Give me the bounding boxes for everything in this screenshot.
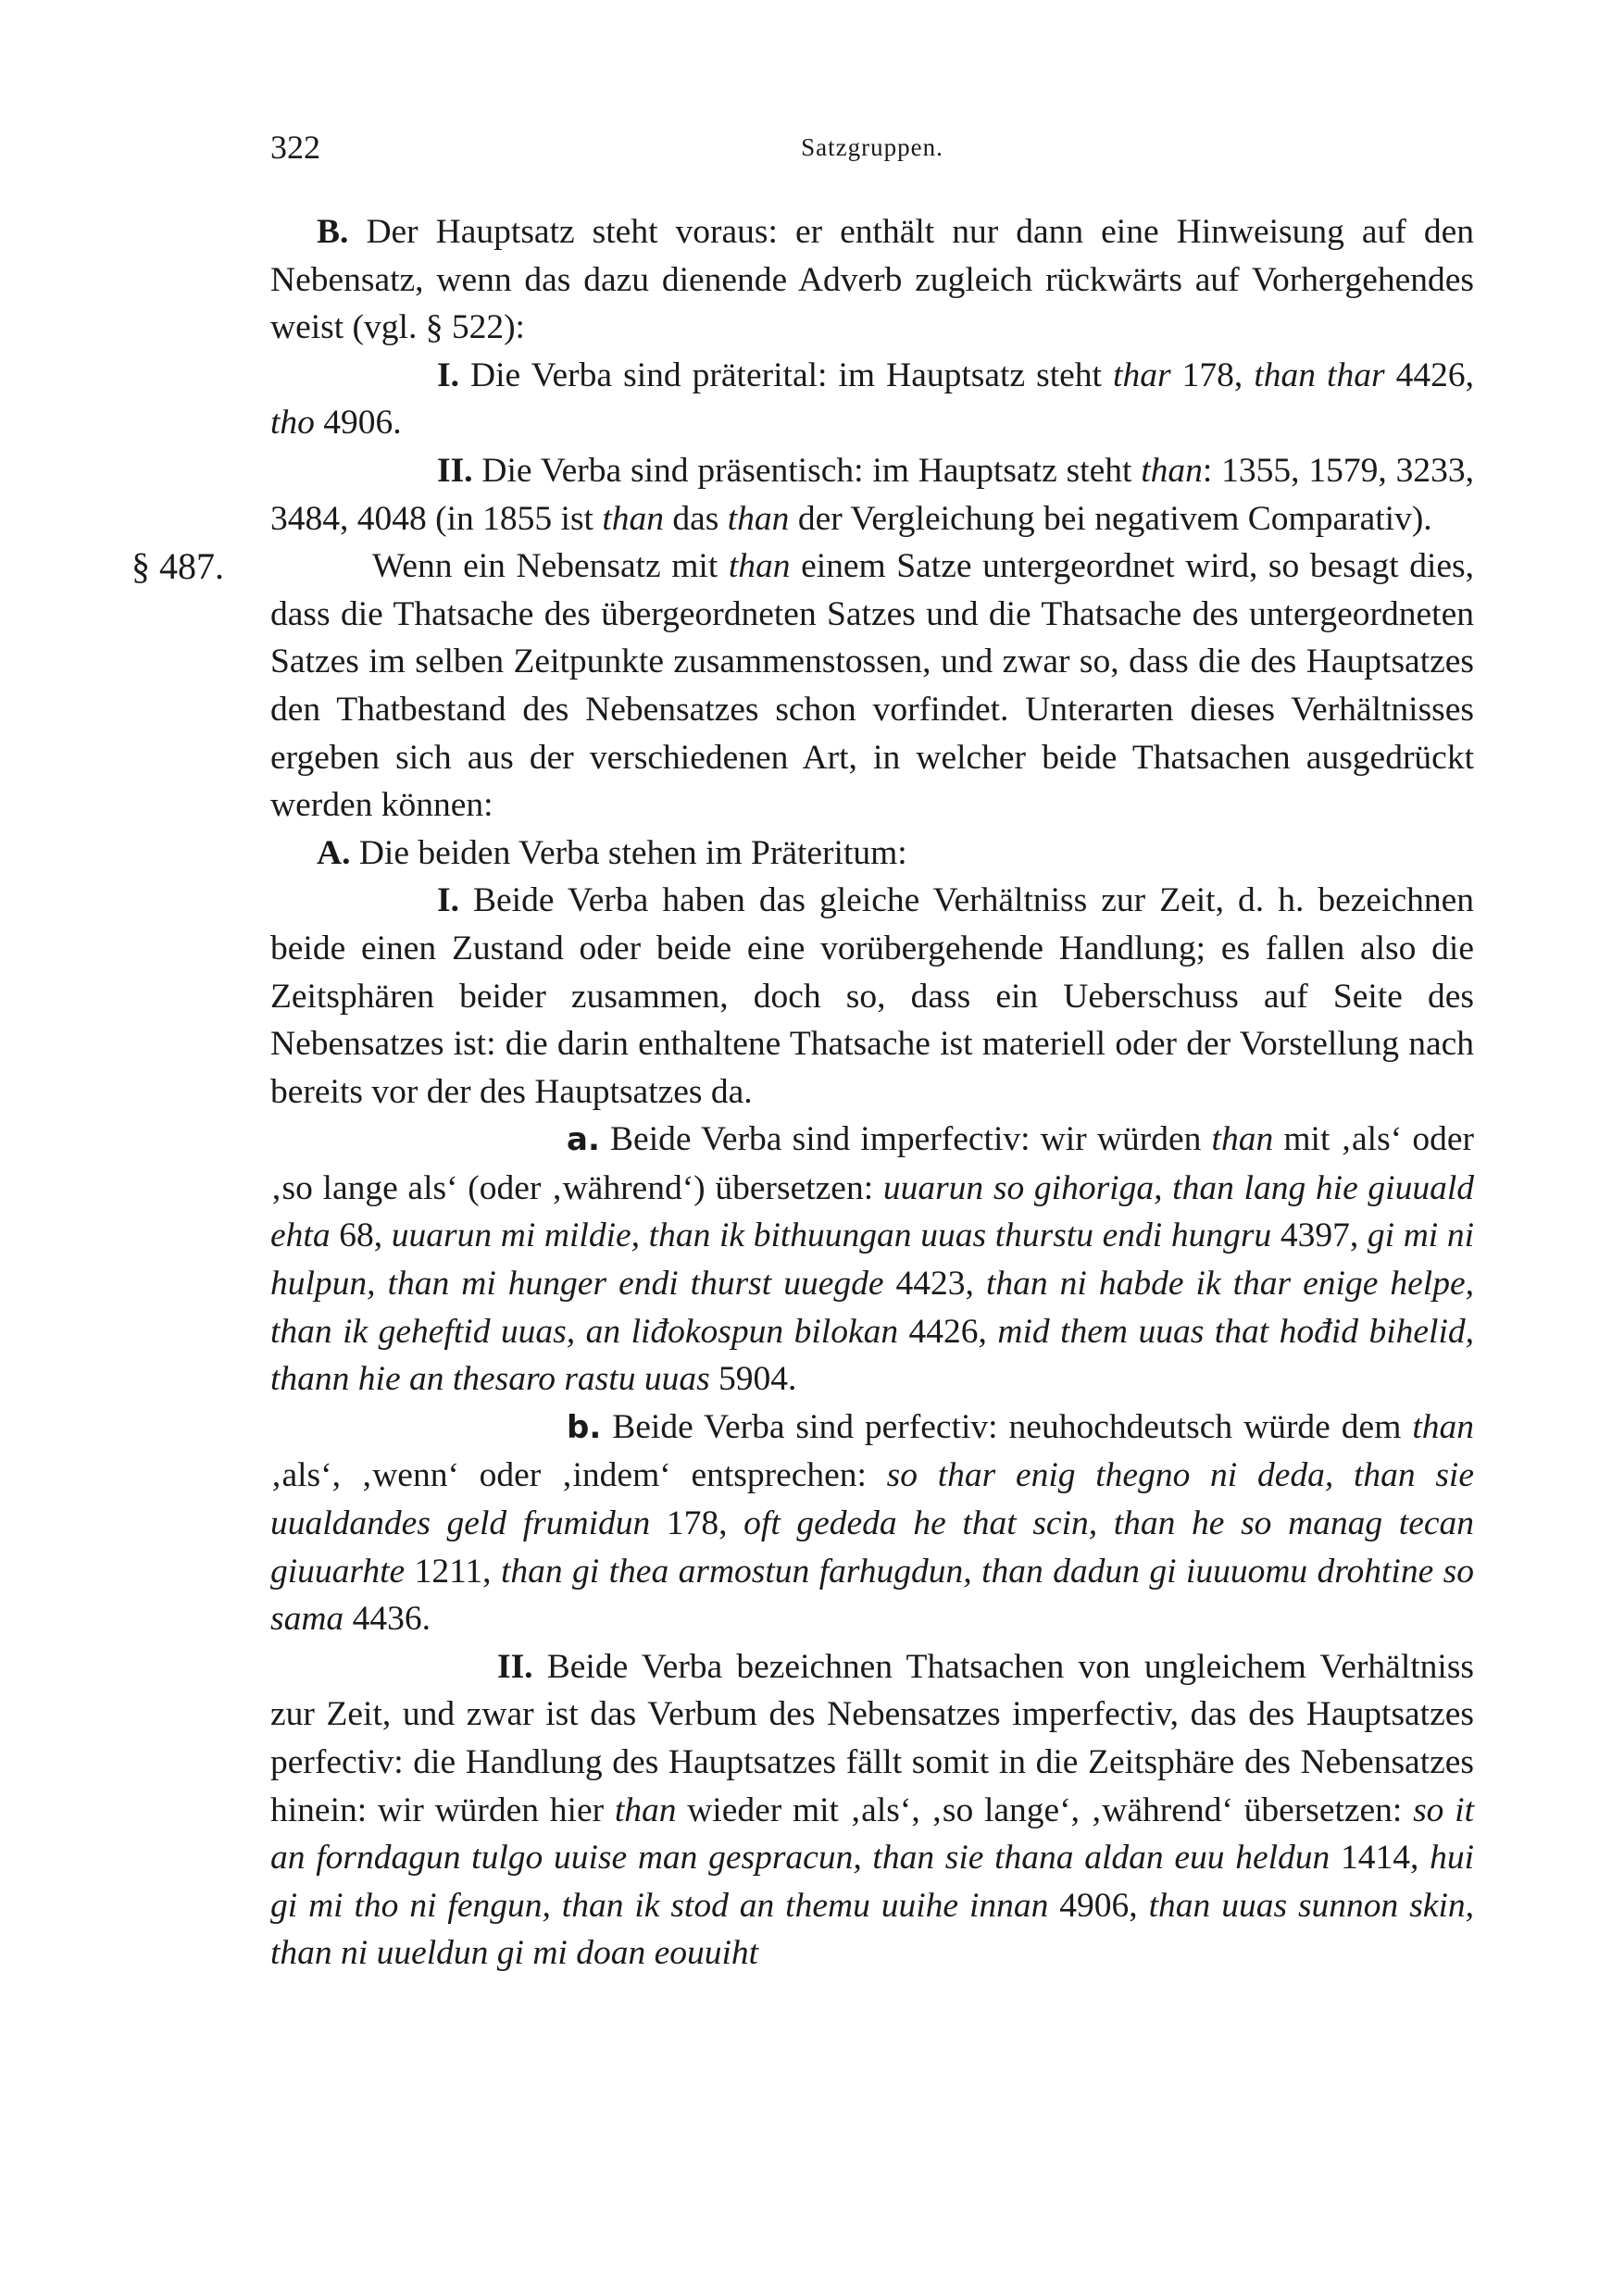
- paragraph-text: Die beiden Verba stehen im Präteritum:: [358, 833, 907, 872]
- quoted-term: than: [602, 499, 665, 538]
- text-run: : 1355, 1579, 3233, 3484, 4048 (in 1855 ist: [270, 451, 1475, 538]
- quoted-term: so thar enig thegno ni deda, than sie uualdandes geld frumidun: [270, 1456, 1474, 1543]
- quoted-term: than: [614, 1791, 677, 1829]
- text-run: Wenn ein Nebensatz mit: [372, 547, 729, 586]
- marker-b-ii: II.: [437, 451, 473, 490]
- quoted-term: than ni habde ik thar enige helpe, than ik geheftid uuas, an liđokospun bilokan: [270, 1265, 1474, 1351]
- quoted-term: so it an forndagun tulgo uuise man gespracun, than sie thana aldan euu heldun: [270, 1791, 1474, 1878]
- page-number: 322: [270, 129, 320, 166]
- text-run: wieder mit ‚als‘, ‚so lange‘, ‚während‘ übersetzen:: [676, 1791, 1414, 1829]
- quoted-term: uuarun mi mildie, than ik bithuungan uuas thurstu endi hungru: [391, 1217, 1272, 1255]
- text-run: 4397,: [1271, 1217, 1368, 1255]
- quoted-term: tho: [270, 404, 315, 443]
- text-run: ‚als‘, ‚wenn‘ oder ‚indem‘ entsprechen:: [270, 1456, 887, 1495]
- paragraph-a-i: [270, 877, 1474, 1116]
- text-run: 68,: [330, 1217, 392, 1255]
- paragraph-b-i: [270, 352, 1474, 447]
- quoted-term: oft gededa he that scin, than he so manag tecan giuuarhte: [270, 1504, 1475, 1591]
- paragraph-b: [270, 208, 1474, 352]
- paragraph-text: Beide Verba haben das gleiche Verhältniss zur Zeit, d. h. bezeichnen beide einen Zustand oder beide eine vorübergehende Handlung; es fallen also die Zeitsphären beider zusammen, doch so, dass ein Ueberschuss auf Seite des Nebensatzes ist: die darin enthaltene Thatsache ist materiell oder der Vorstellung nach bereits vor der des Hauptsatzes da.: [270, 881, 1474, 1111]
- text-run: das: [664, 499, 728, 538]
- marker-a-i-a: a.: [567, 1121, 600, 1159]
- text-run: 5904.: [709, 1360, 797, 1399]
- paragraph-b-ii: [270, 447, 1474, 543]
- page-header: [270, 128, 1474, 183]
- marker-b-i: I.: [437, 356, 459, 394]
- text-run: Beide Verba bezeichnen Thatsachen von ungleichem Verhältniss zur Zeit, und zwar ist das Verbum des Nebensatzes imperfectiv, das des Hauptsatzes perfectiv: die Handlung des Hauptsatzes fällt somit in die Zeitsphäre des Nebensatzes hinein: wir würden hier: [270, 1647, 1475, 1829]
- quoted-term: thar: [1113, 356, 1171, 394]
- quoted-term: than: [727, 499, 790, 538]
- text-run: Beide Verba sind imperfectiv: wir würden: [610, 1120, 1212, 1159]
- quoted-term: uuarun so gihoriga, than lang hie giuuald ehta: [270, 1168, 1475, 1255]
- section-487: [131, 543, 1474, 830]
- paragraph-text: Der Hauptsatz steht voraus: er enthält nur dann eine Hinweisung auf den Nebensatz, wenn das dazu dienende Adverb zugleich rückwärts auf Vorhergehendes weist (vgl. § 522):: [270, 213, 1474, 347]
- marker-a: A.: [317, 833, 351, 872]
- quoted-term: than: [1412, 1407, 1475, 1446]
- text-run: 4426,: [898, 1312, 998, 1351]
- text-run: einem Satze untergeordnet wird, so besagt dies, dass die Thatsache des übergeordneten Satzes und die Thatsache des untergeordneten Satzes im selben Zeitpunkte zusammenstossen, und zwar so, dass die des Hauptsatzes den Thatbestand des Nebensatzes schon vorfindet. Unterarten dieses Verhältnisses ergeben sich aus der verschiedenen Art, in welcher beide Thatsachen ausgedrückt werden können:: [270, 547, 1474, 825]
- paragraph-a: [270, 830, 1474, 878]
- marker-a-i-b: b.: [567, 1408, 602, 1446]
- quoted-term: than: [728, 547, 791, 586]
- text-run: Die Verba sind präterital: im Hauptsatz steht: [470, 356, 1114, 394]
- text-run: 1211,: [405, 1552, 501, 1591]
- text-run: der Vergleichung bei negativem Comparativ).: [789, 499, 1432, 538]
- paragraph-a-i-a: [270, 1116, 1474, 1404]
- quoted-term: than: [1141, 451, 1203, 490]
- marker-b: B.: [317, 213, 349, 251]
- text-run: 4906,: [1048, 1886, 1149, 1925]
- quoted-term: than gi thea armostun farhugdun, than dadun gi iuuuomu drohtine so sama: [270, 1552, 1474, 1639]
- text-run: Beide Verba sind perfectiv: neuhochdeutsch würde dem: [612, 1407, 1413, 1446]
- text-run: Die Verba sind präsentisch: im Hauptsatz steht: [481, 451, 1142, 490]
- text-run: 4426,: [1384, 356, 1475, 394]
- quoted-term: than thar: [1254, 356, 1385, 394]
- paragraph-a-ii: [270, 1643, 1474, 1978]
- section-number: § 487.: [131, 545, 224, 588]
- quoted-term: than uuas sunnon skin, than ni uueldun gi mi doan eouuiht: [270, 1886, 1474, 1973]
- text-run: 1414,: [1330, 1839, 1430, 1878]
- quoted-term: mid them uuas that hođid bihelid, thann hie an thesaro rastu uuas: [270, 1312, 1474, 1399]
- text-run: 4436.: [344, 1600, 431, 1639]
- text-run: 178,: [1170, 356, 1255, 394]
- text-run: mit ‚als‘ oder ‚so lange als‘ (oder ‚während‘) übersetzen:: [270, 1120, 1474, 1207]
- quoted-term: gi mi ni hulpun, than mi hunger endi thurst uuegde: [270, 1217, 1475, 1304]
- quoted-term: than: [1211, 1120, 1274, 1159]
- running-title: Satzgruppen.: [801, 133, 943, 161]
- quoted-term: hui gi mi tho ni fengun, than ik stod an themu uuihe innan: [270, 1839, 1474, 1925]
- marker-a-ii: II.: [497, 1647, 533, 1686]
- text-run: 178,: [650, 1504, 744, 1543]
- paragraph-a-i-b: [270, 1404, 1474, 1643]
- text-run: 4906.: [314, 404, 402, 443]
- page-body: [131, 208, 1475, 1978]
- text-run: 4423,: [883, 1265, 986, 1304]
- marker-a-i: I.: [437, 881, 459, 920]
